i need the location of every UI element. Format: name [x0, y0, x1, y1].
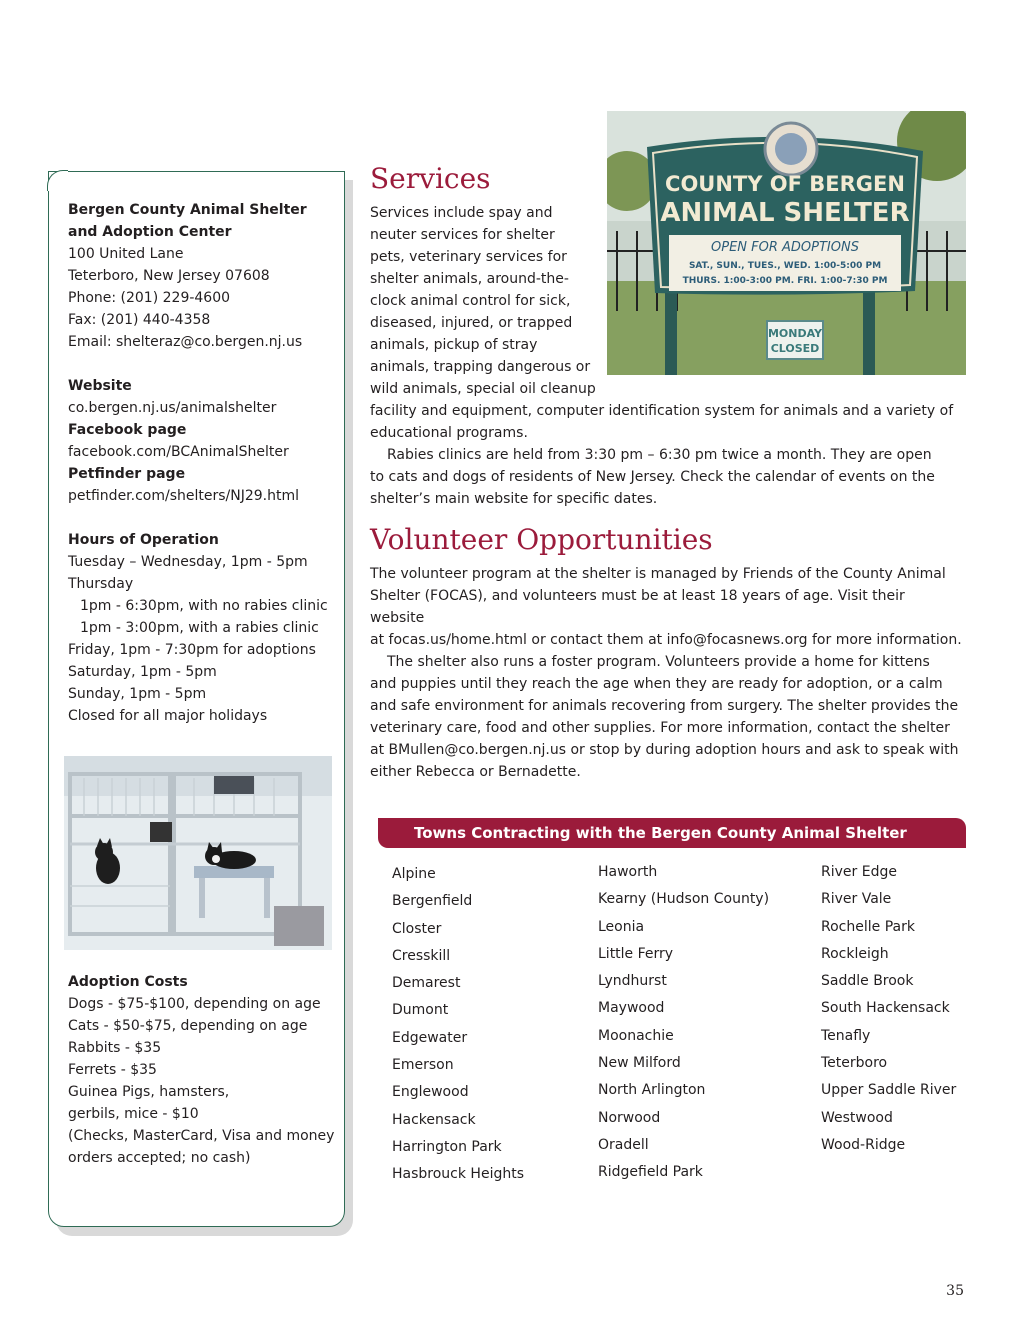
services-line: shelter animals, around-the-	[370, 271, 569, 287]
town-item: Little Ferry	[598, 945, 674, 962]
sign-line3: OPEN FOR ADOPTIONS	[711, 240, 859, 255]
town-item: Moonachie	[598, 1027, 674, 1044]
services-line: educational programs.	[370, 425, 528, 441]
hours-line: Thursday	[68, 576, 134, 592]
petfinder-link[interactable]: petfinder.com/shelters/NJ29.html	[68, 488, 300, 504]
services-line: clock animal control for sick,	[370, 293, 571, 309]
town-item: Dumont	[392, 1002, 449, 1019]
rabies-line: shelter’s main website for specific dates.	[370, 491, 658, 507]
town-item: Kearny (Hudson County)	[598, 891, 770, 908]
volunteer-line: at focas.us/home.html or contact them at info@focasnews.org for more information.	[370, 632, 962, 648]
website-link[interactable]: co.bergen.nj.us/animalshelter	[68, 400, 277, 416]
town-item: Oradell	[598, 1136, 649, 1153]
town-item: North Arlington	[598, 1082, 706, 1099]
town-item: Haworth	[598, 864, 658, 880]
sign-line5: THURS. 1:00-3:00 PM. FRI. 1:00-7:30 PM	[682, 276, 888, 286]
towns-column-1	[392, 861, 524, 1189]
town-item: Demarest	[392, 975, 461, 992]
fax: Fax: (201) 440-4358	[68, 312, 211, 328]
services-line: facility and equipment, computer identification system for animals and a variety of	[370, 403, 954, 419]
town-item: New Milford	[598, 1055, 681, 1072]
hours-line: Saturday, 1pm - 5pm	[68, 664, 217, 680]
town-item: Leonia	[598, 918, 645, 935]
cost-line: orders accepted; no cash)	[68, 1150, 251, 1166]
sign-line4: SAT., SUN., TUES., WED. 1:00-5:00 PM	[688, 261, 882, 271]
town-item: Upper Saddle River	[821, 1082, 957, 1099]
address-line2: Teterboro, New Jersey 07608	[68, 268, 270, 284]
cost-line: gerbils, mice - $10	[68, 1106, 199, 1122]
towns-column-3	[821, 859, 956, 1159]
services-line: neuter services for shelter	[370, 227, 555, 243]
town-item: Teterboro	[821, 1055, 888, 1072]
address-line1: 100 United Lane	[68, 246, 184, 262]
town-item: Lyndhurst	[598, 973, 667, 990]
foster-line: and puppies until they reach the age when they are ready for adoption, or a calm	[370, 676, 943, 692]
town-item: Englewood	[392, 1084, 469, 1101]
town-item: South Hackensack	[821, 1000, 950, 1017]
petfinder-label: Petfinder page	[68, 466, 186, 482]
town-item: Rockleigh	[821, 945, 889, 962]
town-item: Wood-Ridge	[821, 1136, 906, 1153]
facebook-label: Facebook page	[68, 422, 187, 438]
volunteer-line: Shelter (FOCAS), and volunteers must be at least 18 years of age. Visit their website	[370, 588, 905, 626]
hours-line: 1pm - 3:00pm, with a rabies clinic	[80, 620, 319, 636]
town-item: Rochelle Park	[821, 918, 915, 935]
town-item: Hasbrouck Heights	[392, 1166, 525, 1183]
foster-line: either Rebecca or Bernadette.	[370, 764, 581, 780]
cost-line: Ferrets - $35	[68, 1062, 157, 1078]
town-item: Tenafly	[821, 1027, 871, 1044]
towns-column-2	[598, 859, 769, 1187]
hours-line: Tuesday – Wednesday, 1pm - 5pm	[68, 554, 308, 570]
services-heading: Services	[370, 162, 491, 195]
volunteer-line: The volunteer program at the shelter is managed by Friends of the County Animal	[370, 566, 946, 582]
email: Email: shelteraz@co.bergen.nj.us	[68, 334, 303, 350]
town-item: Ridgefield Park	[598, 1164, 703, 1181]
services-body	[370, 202, 962, 510]
page-number: 35	[946, 1283, 964, 1299]
services-line: Services include spay and	[370, 205, 553, 221]
costs-label: Adoption Costs	[68, 974, 188, 990]
foster-line: and safe environment for animals recovering from surgery. The shelter provides the	[370, 698, 959, 714]
town-item: Harrington Park	[392, 1138, 502, 1155]
sign-closed: CLOSED	[770, 342, 820, 355]
town-item: Cresskill	[392, 947, 451, 964]
sign-line2: ANIMAL SHELTER	[660, 198, 910, 228]
cost-line: (Checks, MasterCard, Visa and money	[68, 1128, 335, 1144]
town-item: Saddle Brook	[821, 973, 914, 990]
contact-block	[68, 199, 328, 727]
town-item: Closter	[392, 920, 442, 937]
hours-line: Closed for all major holidays	[68, 708, 268, 724]
town-item: Westwood	[821, 1109, 893, 1126]
services-line: pets, veterinary services for	[370, 249, 567, 265]
volunteer-heading: Volunteer Opportunities	[370, 523, 713, 556]
town-item: Hackensack	[392, 1111, 476, 1128]
town-item: Maywood	[598, 1000, 665, 1017]
foster-line: at BMullen@co.bergen.nj.us or stop by during adoption hours and ask to speak with	[370, 742, 959, 758]
town-item: River Edge	[821, 864, 897, 880]
org-name-line2: and Adoption Center	[68, 224, 232, 240]
services-line: wild animals, special oil cleanup	[370, 381, 596, 397]
services-line: animals, trapping dangerous or	[370, 359, 591, 375]
town-item: Norwood	[598, 1109, 661, 1126]
foster-line: veterinary care, food and other supplies. For more information, contact the shelter	[370, 720, 950, 736]
town-item: Emerson	[392, 1057, 454, 1074]
services-line: diseased, injured, or trapped	[370, 315, 573, 331]
foster-line: The shelter also runs a foster program. Volunteers provide a home for kittens	[387, 654, 930, 670]
hours-line: Friday, 1pm - 7:30pm for adoptions	[68, 642, 316, 658]
hours-line: Sunday, 1pm - 5pm	[68, 686, 207, 702]
volunteer-body	[370, 563, 962, 783]
town-item: Alpine	[392, 866, 436, 882]
info-sidebar	[48, 171, 345, 1227]
hours-line: 1pm - 6:30pm, with no rabies clinic	[80, 598, 328, 614]
cats-in-cages-photo	[64, 756, 332, 950]
phone: Phone: (201) 229-4600	[68, 290, 231, 306]
sign-line1: COUNTY OF BERGEN	[665, 172, 905, 196]
org-name-line1: Bergen County Animal Shelter	[68, 202, 307, 218]
town-item: River Vale	[821, 891, 892, 908]
town-item: Edgewater	[392, 1029, 468, 1046]
cost-line: Guinea Pigs, hamsters,	[68, 1084, 230, 1100]
cost-line: Rabbits - $35	[68, 1040, 162, 1056]
rabies-line: to cats and dogs of residents of New Jersey. Check the calendar of events on the	[370, 469, 935, 485]
services-line: animals, pickup of stray	[370, 337, 538, 353]
hours-label: Hours of Operation	[68, 532, 219, 548]
towns-heading: Towns Contracting with the Bergen County Animal Shelter	[378, 818, 966, 848]
cost-line: Cats - $50-$75, depending on age	[68, 1018, 308, 1034]
town-item: Bergenfield	[392, 893, 473, 910]
sign-monday: MONDAY	[767, 327, 823, 340]
rabies-line: Rabies clinics are held from 3:30 pm – 6:30 pm twice a month. They are open	[387, 447, 932, 463]
adoption-costs-block	[68, 971, 334, 1169]
website-label: Website	[68, 378, 132, 394]
facebook-link[interactable]: facebook.com/BCAnimalShelter	[68, 444, 289, 460]
cost-line: Dogs - $75-$100, depending on age	[68, 996, 321, 1012]
